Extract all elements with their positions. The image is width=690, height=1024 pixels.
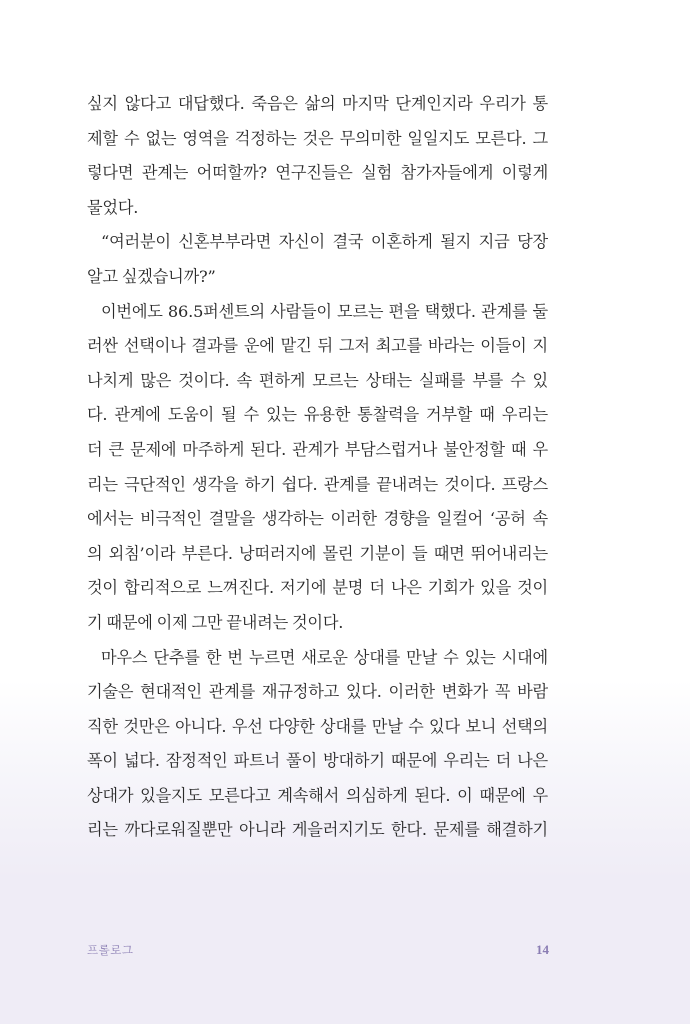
text-line: 제할 수 없는 영역을 걱정하는 것은 무의미한 일일지도 모른다. 그 — [87, 128, 548, 148]
text-line: 싶지 않다고 대답했다. 죽음은 삶의 마지막 단계인지라 우리가 통 — [87, 94, 548, 113]
text-line: 리는 까다로워질뿐만 아니라 게을러지기도 한다. 문제를 해결하기 — [87, 820, 548, 840]
text-line: 직한 것만은 아니다. 우선 다양한 상대를 만날 수 있다 보니 선택의 — [87, 716, 548, 736]
text-line: 러싼 선택이나 결과를 운에 맡긴 뒤 그저 최고를 바라는 이들이 지 — [87, 336, 548, 356]
text-line: 상대가 있을지도 모른다고 계속해서 의심하게 된다. 이 때문에 우 — [87, 785, 548, 805]
text-line: 나치게 많은 것이다. 속 편하게 모르는 상태는 실패를 부를 수 있 — [87, 370, 548, 390]
text-line: 물었다. — [87, 197, 139, 217]
text-line-quote: 알고 싶겠습니까?” — [87, 266, 216, 286]
text-line: 리는 극단적인 생각을 하기 쉽다. 관계를 끝내려는 것이다. 프랑스 — [87, 474, 548, 494]
text-line: 폭이 넓다. 잠정적인 파트너 풀이 방대하기 때문에 우리는 더 나은 — [87, 751, 548, 771]
text-line: 다. 관계에 도움이 될 수 있는 유용한 통찰력을 거부할 때 우리는 — [87, 405, 548, 425]
text-line-quote: “여러분이 신혼부부라면 자신이 결국 이혼하게 될지 지금 당장 — [101, 232, 548, 252]
page-number: 14 — [536, 942, 549, 957]
text-line: 더 큰 문제에 마주하게 된다. 관계가 부담스럽거나 불안정할 때 우 — [87, 439, 548, 459]
chapter-title: 프롤로그 — [87, 943, 134, 957]
text-line: 이번에도 86.5퍼센트의 사람들이 모르는 편을 택했다. 관계를 둘 — [101, 301, 548, 321]
page-footer — [87, 940, 548, 960]
text-line: 에서는 비극적인 결말을 생각하는 이러한 경향을 일컬어 ‘공허 속 — [87, 509, 548, 529]
text-line: 기술은 현대적인 관계를 재규정하고 있다. 이러한 변화가 꼭 바람 — [87, 682, 548, 702]
body-text — [87, 87, 548, 848]
text-line: 기 때문에 이제 그만 끝내려는 것이다. — [87, 612, 344, 632]
text-line: 의 외침’이라 부른다. 낭떠러지에 몰린 기분이 들 때면 뛰어내리는 — [87, 543, 548, 563]
text-line: 것이 합리적으로 느껴진다. 저기에 분명 더 나은 기회가 있을 것이 — [87, 578, 548, 598]
text-line: 마우스 단추를 한 번 누르면 새로운 상대를 만날 수 있는 시대에 — [101, 647, 548, 667]
text-line: 렇다면 관계는 어떠할까? 연구진들은 실험 참가자들에게 이렇게 — [87, 163, 548, 183]
